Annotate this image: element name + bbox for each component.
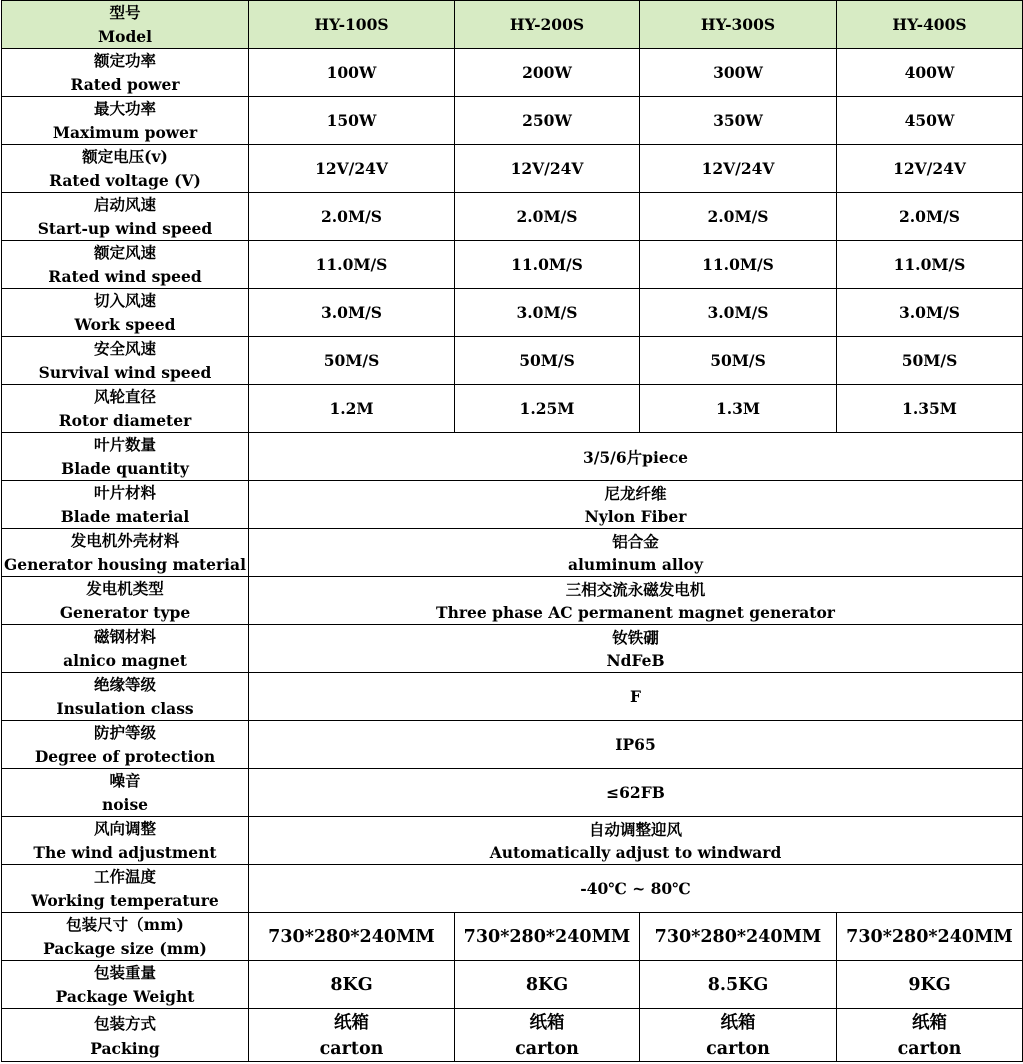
label-cn: 最大功率 [93,98,156,118]
value-en: NdFeB [606,650,665,670]
merged-value: F [249,673,1023,721]
value-cell: 350W [640,97,837,145]
merged-value [249,529,1023,577]
value-cell: 2.0M/S [249,193,455,241]
merged-value [249,481,1023,529]
value-cell: 50M/S [455,337,640,385]
model-label-cell [2,1,249,49]
value-en: carton [706,1038,770,1059]
value-cell: 8KG [455,961,640,1009]
model-name: HY-200S [455,1,640,49]
label-cn: 发电机类型 [86,578,164,598]
merged-value: -40℃ ~ 80℃ [249,865,1023,913]
label-cn: 绝缘等级 [93,674,156,694]
spec-row-blade-quantity [2,433,1023,481]
label-cn: 包装尺寸（mm) [66,914,184,934]
row-label [2,913,249,961]
row-label [2,961,249,1009]
value-cn: 铝合金 [612,531,659,551]
value-cell: 8KG [249,961,455,1009]
row-label [2,193,249,241]
value-cn: 纸箱 [912,1012,947,1033]
value-cell: 1.3M [640,385,837,433]
value-cell: 11.0M/S [640,241,837,289]
label-cn: 噪音 [109,770,141,790]
value-cell: 150W [249,97,455,145]
label-cn: 启动风速 [93,194,156,214]
label-en: Model [97,26,153,46]
row-label [2,1009,249,1062]
value-cn: 纸箱 [720,1012,756,1033]
merged-value: 3/5/6片piece [249,433,1023,481]
spec-row-generator-type [2,577,1023,625]
value-cn: 尼龙纤维 [604,483,667,503]
label-cn: 发电机外壳材料 [70,530,180,550]
spec-row-insulation-class [2,673,1023,721]
value-cell: 450W [837,97,1023,145]
value-cell: 2.0M/S [455,193,640,241]
value-en: Three phase AC permanent magnet generator [436,602,835,622]
value-en: carton [515,1038,579,1059]
spec-row-survival-wind-speed [2,337,1023,385]
model-name: HY-300S [640,1,837,49]
row-label [2,529,249,577]
spec-row-degree-of-protection [2,721,1023,769]
spec-row-maximum-power [2,97,1023,145]
spec-row-alnico-magnet [2,625,1023,673]
header-row [2,1,1023,49]
row-label [2,817,249,865]
label-cn: 额定风速 [93,242,156,262]
label-en: Blade material [60,506,190,526]
label-en: Generator type [59,602,191,622]
row-label [2,241,249,289]
value-cn: 自动调整迎风 [588,819,682,839]
label-en: Working temperature [31,890,219,910]
value-cell: 1.35M [837,385,1023,433]
value-cell: 50M/S [249,337,455,385]
row-label [2,769,249,817]
label-en: Packing [90,1039,160,1058]
label-cn: 风向调整 [93,818,156,838]
merged-value [249,817,1023,865]
spec-row-start-up-wind-speed [2,193,1023,241]
row-label [2,721,249,769]
label-en: Blade quantity [61,458,189,478]
value-cell: 2.0M/S [640,193,837,241]
value-cn: 纸箱 [529,1012,565,1033]
label-cn: 磁钢材料 [93,626,156,646]
row-label [2,673,249,721]
label-en: Rated wind speed [48,266,202,286]
value-cell [249,1009,455,1062]
value-cell: 8.5KG [640,961,837,1009]
spec-row-rated-wind-speed [2,241,1023,289]
value-en: Automatically adjust to windward [489,842,782,862]
value-cell: 12V/24V [249,145,455,193]
value-cell: 12V/24V [455,145,640,193]
spec-row-package-size [2,913,1023,961]
value-cell: 3.0M/S [837,289,1023,337]
spec-row-wind-adjustment [2,817,1023,865]
value-cn: 钕铁硼 [612,627,659,647]
merged-value: ≤62FB [249,769,1023,817]
label-cn: 叶片材料 [93,482,156,502]
model-name: HY-400S [837,1,1023,49]
label-cn: 额定电压(v) [82,146,168,166]
label-en: Rated voltage (V) [49,170,201,190]
value-cell: 3.0M/S [249,289,455,337]
value-cell: 12V/24V [837,145,1023,193]
value-cell: 2.0M/S [837,193,1023,241]
row-label [2,49,249,97]
row-label [2,337,249,385]
row-label [2,145,249,193]
label-en: The wind adjustment [33,842,217,862]
value-cell: 50M/S [640,337,837,385]
spec-row-package-weight [2,961,1023,1009]
row-label [2,625,249,673]
row-label [2,385,249,433]
value-cell: 12V/24V [640,145,837,193]
label-en: Package Weight [55,986,195,1006]
value-cell: 11.0M/S [837,241,1023,289]
row-label [2,97,249,145]
label-cn: 型号 [109,2,141,22]
label-en: Start-up wind speed [37,218,213,238]
merged-value [249,577,1023,625]
label-en: Generator housing material [4,554,246,574]
label-cn: 叶片数量 [93,434,156,454]
label-en: Package size (mm) [43,938,207,958]
spec-row-work-speed [2,289,1023,337]
label-en: Insulation class [56,698,194,718]
spec-row-working-temperature [2,865,1023,913]
label-cn: 安全风速 [93,338,156,358]
label-cn: 工作温度 [93,866,156,886]
spec-row-rotor-diameter [2,385,1023,433]
value-cell: 3.0M/S [455,289,640,337]
label-cn: 切入风速 [93,290,156,310]
value-en: Nylon Fiber [584,506,687,526]
value-cell: 730*280*240MM [249,913,455,961]
row-label [2,577,249,625]
value-cn: 三相交流永磁发电机 [565,579,706,599]
label-cn: 风轮直径 [93,386,156,406]
label-en: Rated power [70,74,180,94]
merged-value [249,625,1023,673]
value-cell: 400W [837,49,1023,97]
value-en: carton [319,1038,384,1059]
row-label [2,433,249,481]
row-label [2,481,249,529]
value-cell: 11.0M/S [249,241,455,289]
value-cell: 3.0M/S [640,289,837,337]
label-cn: 包装方式 [93,1014,156,1033]
spec-row-packing [2,1009,1023,1062]
value-cell: 50M/S [837,337,1023,385]
model-name: HY-100S [249,1,455,49]
label-en: noise [101,794,149,814]
value-cell [640,1009,837,1062]
label-en: Survival wind speed [38,362,212,382]
label-cn: 额定功率 [93,50,156,70]
value-cell: 9KG [837,961,1023,1009]
label-en: Degree of protection [34,746,216,766]
label-cn: 防护等级 [93,722,156,742]
value-cell: 11.0M/S [455,241,640,289]
value-en: carton [897,1038,962,1059]
value-cell: 300W [640,49,837,97]
label-en: Work speed [74,314,176,334]
row-label [2,289,249,337]
label-cn: 包装重量 [93,962,156,982]
spec-row-noise [2,769,1023,817]
spec-row-blade-material [2,481,1023,529]
spec-row-rated-voltage [2,145,1023,193]
value-cell [455,1009,640,1062]
spec-row-rated-power [2,49,1023,97]
value-cn: 纸箱 [334,1012,369,1033]
label-en: Maximum power [52,122,198,142]
value-en: aluminum alloy [568,554,703,574]
value-cell: 730*280*240MM [455,913,640,961]
value-cell [837,1009,1023,1062]
value-cell: 1.2M [249,385,455,433]
value-cell: 250W [455,97,640,145]
spec-table [1,0,1023,1062]
label-en: alnico magnet [63,650,187,670]
value-cell: 730*280*240MM [837,913,1023,961]
value-cell: 200W [455,49,640,97]
value-cell: 730*280*240MM [640,913,837,961]
value-cell: 1.25M [455,385,640,433]
row-label [2,865,249,913]
spec-row-generator-housing-material [2,529,1023,577]
merged-value: IP65 [249,721,1023,769]
label-en: Rotor diameter [58,410,192,430]
value-cell: 100W [249,49,455,97]
